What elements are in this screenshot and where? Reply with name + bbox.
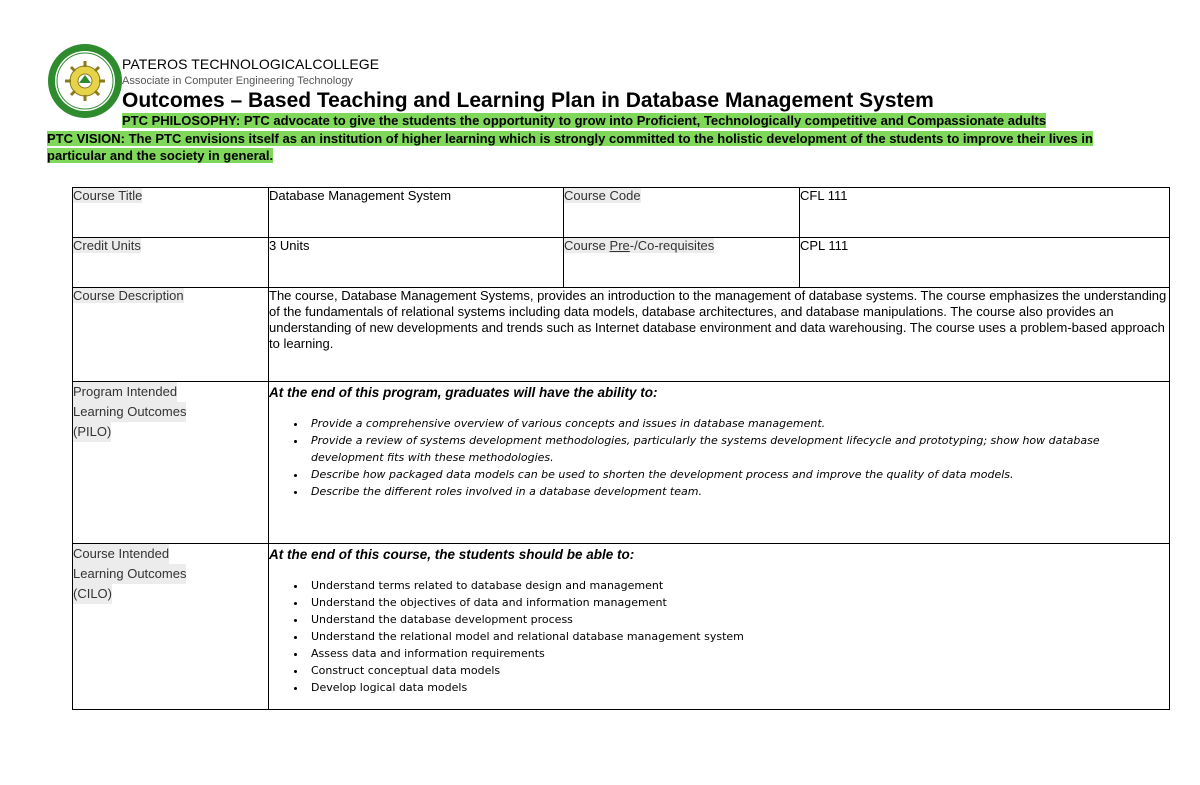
course-title-label-cell: Course Title bbox=[73, 188, 269, 238]
list-item: • Assess data and information requirements bbox=[307, 645, 1169, 662]
table-row bbox=[73, 382, 1170, 544]
cilo-heading: At the end of this course, the students should be able to: bbox=[269, 547, 635, 562]
table-row bbox=[73, 188, 1170, 238]
document-title: Outcomes – Based Teaching and Learning Plan in Database Management System bbox=[122, 89, 934, 112]
course-title-value: Database Management System bbox=[269, 188, 564, 238]
list-item: • Provide a review of systems development methodologies, particularly the systems development lifecycle and prototyping; show how database development fits with these methodologies. bbox=[307, 432, 1169, 466]
pilo-heading: At the end of this program, graduates will have the ability to: bbox=[269, 385, 658, 400]
list-item: • Describe the different roles involved in a database development team. bbox=[307, 483, 1169, 500]
table-row bbox=[73, 544, 1170, 710]
table-row bbox=[73, 238, 1170, 288]
pilo-label-cell: Program Intended Learning Outcomes (PILO) bbox=[73, 382, 269, 544]
course-code-label-cell: Course Code bbox=[564, 188, 800, 238]
list-item: • Understand terms related to database design and management bbox=[307, 577, 1169, 594]
list-item: • Understand the relational model and relational database management system bbox=[307, 628, 1169, 645]
college-seal-logo bbox=[47, 43, 123, 119]
credit-units-value: 3 Units bbox=[269, 238, 564, 288]
credit-units-label-cell: Credit Units bbox=[73, 238, 269, 288]
program-name: Associate in Computer Engineering Technology bbox=[122, 75, 353, 87]
ptc-vision: PTC VISION: The PTC envisions itself as an institution of higher learning which is strongly committed to the holistic development of the students to improve their lives in particular and the society in general. bbox=[47, 131, 1093, 163]
course-code-value: CFL 111 bbox=[800, 188, 1170, 238]
college-name: PATEROS TECHNOLOGICALCOLLEGE bbox=[122, 56, 380, 72]
list-item: • Describe how packaged data models can be used to shorten the development process and improve the quality of data models. bbox=[307, 466, 1169, 483]
list-item: • Understand the database development process bbox=[307, 611, 1169, 628]
list-item: • Understand the objectives of data and information management bbox=[307, 594, 1169, 611]
list-item: • Construct conceptual data models bbox=[307, 662, 1169, 679]
course-info-table bbox=[72, 187, 1170, 710]
course-description-label-cell: Course Description bbox=[73, 288, 269, 382]
cilo-content bbox=[269, 544, 1170, 710]
course-description-value: The course, Database Management Systems, provides an introduction to the management of database systems. The course emphasizes the understanding of the fundamentals of relational systems including data models, database architectures, and database manipulations. The course also provides an understanding of new developments and trends such as Internet database environment and data warehousing. The course uses a problem-based approach to learning. bbox=[269, 288, 1170, 382]
table-row bbox=[73, 288, 1170, 382]
prerequisites-value: CPL 111 bbox=[800, 238, 1170, 288]
pilo-list bbox=[269, 415, 1169, 500]
prerequisites-label-cell: Course Pre-/Co-requisites bbox=[564, 238, 800, 288]
list-item: • Develop logical data models bbox=[307, 679, 1169, 696]
list-item: • Provide a comprehensive overview of various concepts and issues in database management. bbox=[307, 415, 1169, 432]
cilo-label-cell: Course Intended Learning Outcomes (CILO) bbox=[73, 544, 269, 710]
ptc-philosophy: PTC PHILOSOPHY: PTC advocate to give the students the opportunity to grow into Proficient, Technologically competitive and Compassionate adults bbox=[122, 113, 1047, 128]
pilo-content bbox=[269, 382, 1170, 544]
cilo-list bbox=[269, 577, 1169, 696]
